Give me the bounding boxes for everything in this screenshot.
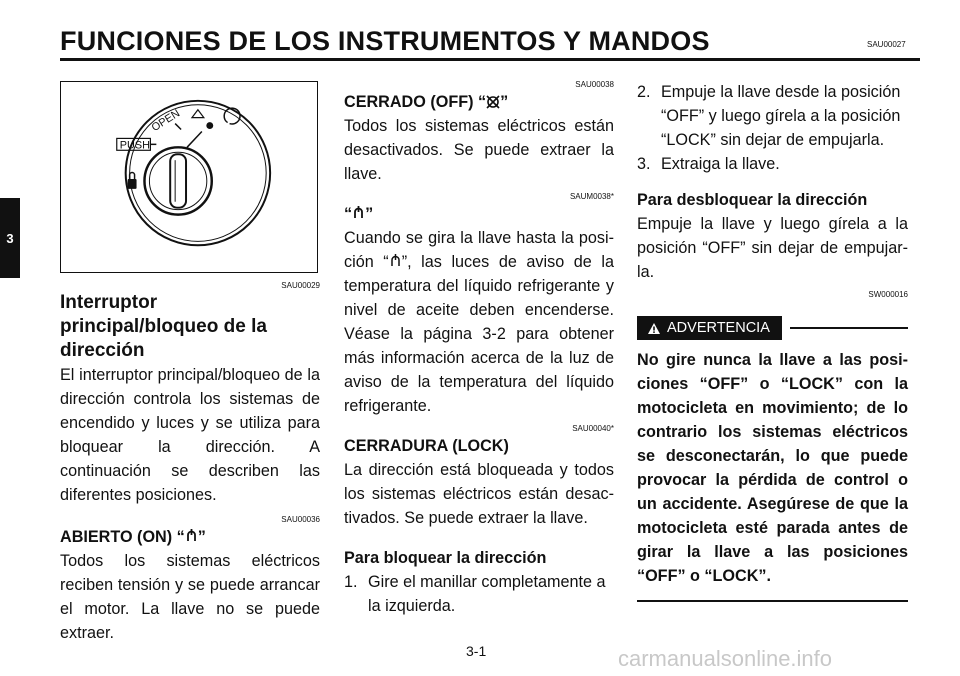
warning-header (637, 316, 908, 340)
warning-rule (790, 327, 908, 329)
ref-code: SAU00029 (281, 281, 320, 290)
ref-code: SAU00038 (575, 80, 614, 89)
on-heading-close: ” (197, 528, 206, 546)
warning-label: ADVERTENCIA (667, 320, 770, 336)
p-text-end: ”, las luces de aviso de la temperatura del líquido refrigerante y nivel de aceite deben encenderse. Véase la página 3-2 para obtener más información acerca de la luz de aviso de la temperatura del líquido refrigerante. (344, 253, 614, 415)
header-code: SAU00027 (867, 40, 906, 49)
intro-paragraph: El interruptor principal/bloqueo de la dirección controla los sistemas de encendido y luces y se utiliza para bloquear la dirección. A continuación se describen las diferentes posiciones. (60, 366, 320, 504)
watermark: carmanualsonline.info (618, 646, 833, 671)
list-number: 3. (637, 155, 651, 173)
warning-triangle-icon (647, 322, 661, 335)
ref-code: SAUM0038* (569, 192, 614, 201)
off-position-heading (344, 90, 614, 114)
on-position-text: Todos los sistemas eléctricos reciben tensión y se puede arrancar el motor. La llave no se puede extraer. (60, 552, 320, 642)
unlock-text: Empuje la llave y luego gírela a la posición “OFF” sin dejar de empujarla. (637, 215, 908, 281)
p-position-heading (344, 202, 614, 226)
chapter-tab (0, 198, 20, 278)
ref-code: SW000016 (868, 290, 908, 299)
ignition-switch-figure (60, 81, 318, 273)
parking-p-icon (389, 253, 402, 269)
warning-bottom-rule (637, 600, 908, 602)
page-header-title: FUNCIONES DE LOS INSTRUMENTOS Y MANDOS (60, 26, 710, 56)
ignition-switch-illustration (117, 101, 270, 245)
list-number: 1. (344, 573, 358, 591)
left-column (60, 81, 320, 645)
figure-label-push: PUSH (119, 139, 150, 152)
off-position-text: Todos los sistemas eléctricos están desactivados. Se puede extraer la llave. (344, 117, 614, 183)
unlock-subheading: Para desbloquear la dirección (637, 191, 868, 209)
list-text: Gire el manillar completamente a la izquierda. (368, 573, 606, 615)
key-off-icon (486, 94, 500, 109)
warning-text: No gire nunca la llave a las posiciones “OFF” o “LOCK” con la motocicleta en movimiento; de lo contrario los sistemas eléctricos se desconectarán, lo que puede provocar la pérdida de control o un accidente. Asegúrese de que la motocicleta esté parada antes de girar la llave a las posiciones “OFF” o “LOCK”. (637, 351, 908, 585)
p-text-start: Cuando se gira la llave hasta la posición “ (344, 229, 614, 271)
list-number: 2. (637, 83, 651, 101)
on-heading-text: ABIERTO (ON) “ (60, 528, 185, 546)
list-item (637, 80, 908, 152)
key-on-icon (185, 528, 198, 544)
list-item (637, 152, 908, 176)
list-text: Empuje la llave desde la posición “OFF” y luego gírela a la posición “LOCK” sin dejar de empujarla. (661, 83, 901, 149)
right-column (637, 80, 908, 602)
ref-code: SAU00040* (572, 424, 614, 433)
header-rule (60, 58, 920, 61)
p-heading-close: ” (365, 205, 374, 223)
section-heading: Interruptor principal/bloqueo de la dirección (60, 292, 267, 361)
list-item (344, 570, 614, 618)
lock-position-text: La dirección está bloqueada y todos los sistemas eléctricos están desactivados. Se puede extraer la llave. (344, 461, 614, 527)
ref-code: SAU00036 (281, 515, 320, 524)
parking-p-icon (352, 205, 365, 221)
off-heading-text: CERRADO (OFF) “ (344, 93, 487, 111)
off-heading-close: ” (500, 93, 509, 111)
lock-subheading: Para bloquear la dirección (344, 549, 547, 567)
figure-label-open: OPEN (149, 107, 183, 135)
lock-position-heading: CERRADURA (LOCK) (344, 437, 509, 455)
p-position-text (344, 226, 614, 418)
page-number: 3-1 (466, 643, 487, 659)
p-heading-text: “ (344, 205, 353, 223)
warning-badge (637, 316, 782, 340)
middle-column (344, 80, 614, 618)
list-text: Extraiga la llave. (661, 155, 780, 173)
on-position-heading (60, 525, 320, 549)
chapter-tab-label: 3 (6, 230, 14, 246)
